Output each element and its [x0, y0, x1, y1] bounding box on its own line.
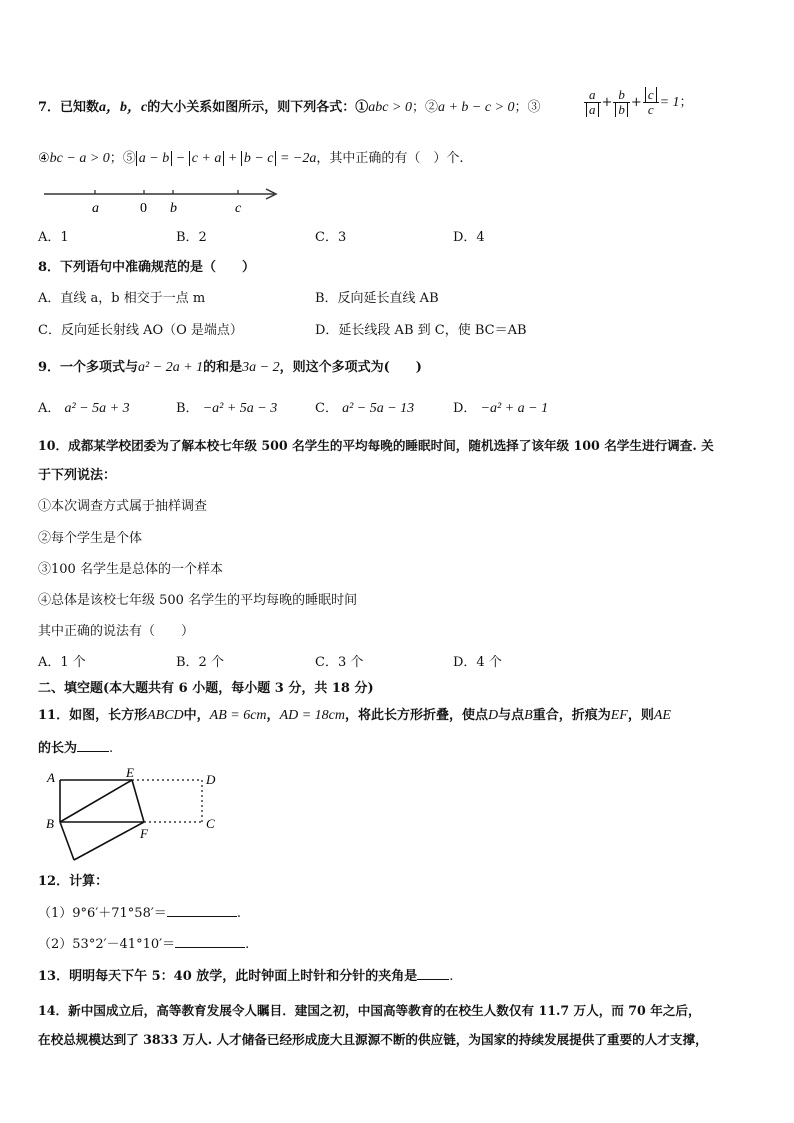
q7-frac-b: $\frac{b}{b}$ — [613, 88, 630, 117]
q7-line2 — [38, 150, 464, 168]
q10-statement-4: ④总体是该校七年级 500 名学生的平均每晚的睡眠时间 — [38, 593, 358, 608]
fig-label-f: F — [140, 826, 148, 841]
q8-option-c: C．反向延长射线 AO（O 是端点） — [38, 323, 243, 338]
q7-expr-2: a + b − c > 0 — [437, 100, 515, 115]
q9-stem-end: ，则这个多项式为( ) — [279, 360, 422, 375]
q8-option-b: B．反向延长直线 AB — [315, 291, 439, 306]
q7-number-line — [40, 182, 285, 216]
q7-frac-c: $\frac{c}{c}$ — [643, 88, 659, 117]
q7-stem-mid: 的大小关系如图所示，则下列各式：① — [147, 100, 369, 115]
q7-vars: a，b，c — [99, 100, 148, 115]
q7-expr-1: abc > 0 — [368, 100, 412, 115]
q9-stem-mid: 的和是 — [203, 360, 243, 375]
q10-stem-line1: 10．成都某学校团委为了解本校七年级 500 名学生的平均每晚的睡眠时间，随机选择了该年级 100 名学生进行调查. 关 — [38, 438, 714, 453]
q7-expr-3-tail: = 1 — [659, 95, 680, 110]
axis-label-0: 0 — [140, 201, 147, 216]
q9-expr-2: 3a − 2 — [242, 360, 280, 375]
q7-option-a: A．1 — [38, 230, 69, 245]
q9-option-b: B． −a² + 5a − 3 — [176, 401, 278, 416]
axis-label-b: b — [170, 201, 177, 216]
q7-stem — [38, 99, 541, 117]
answer-blank[interactable] — [77, 739, 109, 752]
q13-stem: 13．明明每天下午 5：40 放学，此时钟面上时针和分针的夹角是 . — [38, 969, 454, 984]
fig-label-b: B — [46, 816, 54, 831]
q14-line2: 在校总规模达到了 3833 万人. 人才储备已经形成庞大且源源不断的供应链，为国家的持续发展提供了重要的人才支撑， — [38, 1032, 708, 1047]
q10-statement-3: ③100 名学生是总体的一个样本 — [38, 562, 223, 577]
q7-sep-3: ； — [679, 95, 693, 110]
q12-part-1: （1）9°6′＋71°58′＝ . — [38, 906, 241, 921]
section-heading-fill-in: 二、填空题(本大题共有 6 小题，每小题 3 分，共 18 分) — [38, 681, 374, 696]
q7-sep-2: ；③ — [514, 100, 541, 115]
q8-option-d: D．延长线段 AB 到 C，使 BC＝AB — [315, 323, 527, 338]
q10-option-b: B．2 个 — [176, 655, 224, 670]
q7-expr-3: $\frac{a}{a}$ + $\frac{b}{b}$ + $\frac{c}{c}$ = 1； — [583, 88, 693, 117]
q9-option-d: D． −a² + a − 1 — [453, 401, 549, 416]
fig-label-a: A — [47, 770, 55, 785]
q10-statement-2: ②每个学生是个体 — [38, 531, 143, 546]
fig-label-e: E — [126, 766, 134, 780]
fig-label-c: C — [206, 816, 215, 831]
answer-blank[interactable] — [175, 935, 245, 948]
axis-label-a: a — [92, 201, 99, 216]
answer-blank[interactable] — [417, 967, 449, 980]
q14-line1: 14．新中国成立后，高等教育发展令人瞩目．建国之初，中国高等教育的在校生人数仅有 11.7 万人，而 70 年之后， — [38, 1003, 701, 1018]
q7-stem-prefix: 7．已知数 — [38, 100, 100, 115]
q7-option-d: D．4 — [453, 230, 485, 245]
q8-option-a: A．直线 a，b 相交于一点 m — [38, 291, 206, 306]
axis-label-c: c — [235, 201, 242, 216]
q10-option-d: D．4 个 — [453, 655, 502, 670]
q7-option-c: C．3 — [315, 230, 347, 245]
q11-rectangle-figure — [40, 766, 230, 866]
q8-stem: 8．下列语句中准确规范的是（ ） — [38, 260, 256, 275]
q7-frac-a: $\frac{a}{a}$ — [584, 88, 601, 117]
q9-option-a: A． a² − 5a + 3 — [38, 401, 130, 416]
q7-option-b: B．2 — [176, 230, 207, 245]
q10-statement-1: ①本次调查方式属于抽样调查 — [38, 499, 208, 514]
fig-label-d: D — [206, 772, 216, 787]
q12-stem: 12．计算： — [38, 874, 109, 889]
q7-expr-4: bc − a > 0 — [49, 151, 110, 166]
q9-expr-1: a² − 2a + 1 — [138, 360, 204, 375]
q12-part-2: （2）53°2′－41°10′＝ . — [38, 937, 250, 952]
q11-stem: 11．如图，长方形ABCD中，AB = 6cm，AD = 18cm，将此长方形折叠，使点D与点B重合，折痕为EF，则AE — [38, 708, 671, 723]
q11-line2: 的长为 . — [38, 741, 114, 756]
q9-option-c: C． a² − 5a − 13 — [315, 401, 415, 416]
q9-stem-prefix: 9．一个多项式与 — [38, 360, 139, 375]
q7-item4-mark: ④ — [38, 151, 50, 166]
answer-blank[interactable] — [167, 904, 237, 917]
q10-stem-line2: 于下列说法： — [38, 468, 117, 483]
q9-stem — [38, 359, 422, 377]
q7-question-end: ，其中正确的有（ ）个. — [316, 151, 464, 166]
q10-question: 其中正确的说法有（ ） — [38, 624, 195, 639]
q7-sep-1: ；② — [411, 100, 438, 115]
q7-sep-4: ；⑤ — [109, 151, 136, 166]
q7-expr-5: a − b − c + a + b − c = −2a — [136, 151, 317, 166]
q10-option-c: C．3 个 — [315, 655, 364, 670]
q10-option-a: A．1 个 — [38, 655, 86, 670]
